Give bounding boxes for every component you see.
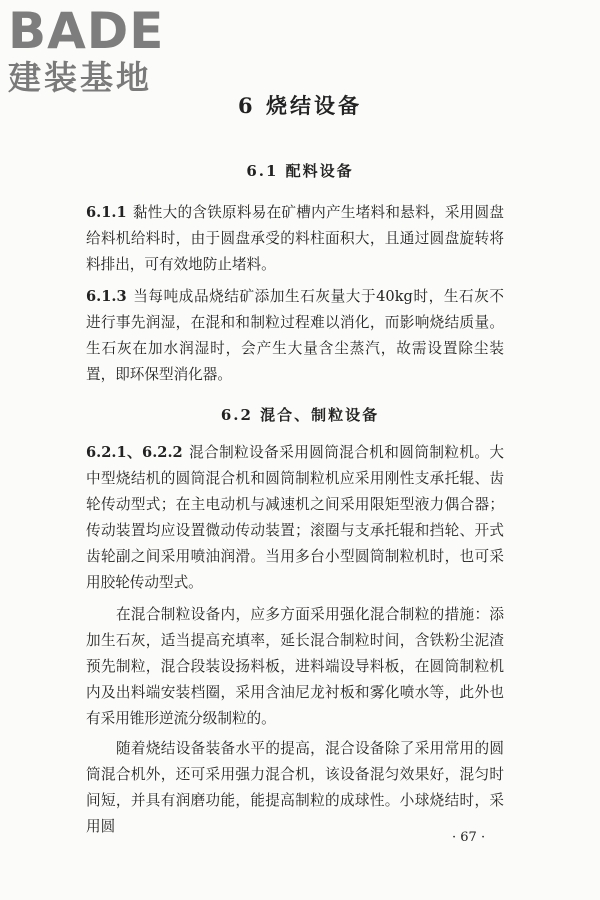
watermark-subtitle: 建装基地: [8, 58, 152, 97]
paragraph-6-2-1: [86, 440, 504, 596]
clause-number: 6.1.1: [86, 204, 127, 221]
paragraph-text: 当每吨成品烧结矿添加生石灰量大于40kg时，生石灰不进行事先润湿，在混和和制粒过程难以消化，而影响烧结质量。生石灰在加水润湿时，会产生大量含尘蒸汽，故需设置除尘装置，即环保型消化器。: [86, 288, 504, 383]
paragraph-6-1-3: [86, 284, 504, 388]
page-number: · 67 ·: [452, 830, 486, 845]
section-heading-6-2: 6.2 混合、制粒设备: [220, 406, 380, 424]
clause-number: 6.1.3: [86, 288, 127, 305]
paragraph-6-1-1: [86, 200, 504, 278]
paragraph-equipment: 随着烧结设备装备水平的提高，混合设备除了采用常用的圆筒混合机外，还可采用强力混合机，该设备混匀效果好，混匀时间短，并具有润磨功能，能提高制粒的成球性。小球烧结时，采用圆: [86, 740, 504, 835]
clause-number: 6.2.1、6.2.2: [86, 444, 183, 461]
paragraph-text: 混合制粒设备采用圆筒混合机和圆筒制粒机。大中型烧结机的圆筒混合机和圆筒制粒机应采用刚性支承托辊、齿轮传动型式；在主电动机与减速机之间采用限矩型液力偶合器；传动装置均应设置微动传动装置；滚圈与支承托辊和挡轮、开式齿轮副之间采用喷油润滑。当用多台小型圆筒制粒机时，也可采用胶轮传动型式。: [86, 444, 504, 591]
section-heading-6-1: 6.1 配料设备: [246, 162, 354, 180]
watermark-logo-text: BADE: [8, 2, 165, 60]
watermark-logo: [8, 4, 178, 98]
chapter-title: 6 烧结设备: [238, 93, 362, 118]
paragraph-text: 黏性大的含铁原料易在矿槽内产生堵料和悬料，采用圆盘给料机给料时，由于圆盘承受的料柱面积大，且通过圆盘旋转将料排出，可有效地防止堵料。: [86, 204, 504, 273]
paragraph-measures: 在混合制粒设备内，应多方面采用强化混合制粒的措施：添加生石灰，适当提高充填率，延长混合制粒时间，含铁粉尘泥渣预先制粒，混合段装设扬料板，进料端设导料板，在圆筒制粒机内及出料端安装档圈，采用含油尼龙衬板和雾化喷水等，此外也有采用锥形逆流分级制粒的。: [86, 606, 504, 727]
